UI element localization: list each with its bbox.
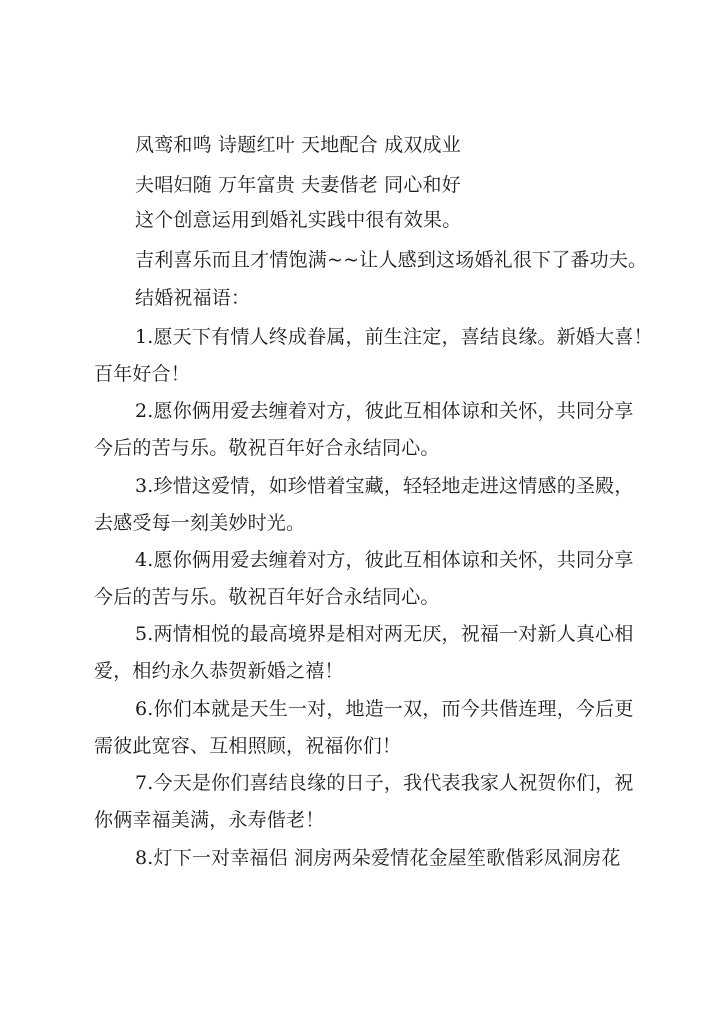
item-3-line-1: 3.珍惜这爱情，如珍惜着宝藏，轻轻地走进这情感的圣殿， [135,475,634,497]
item-1-line-1: 1.愿天下有情人终成眷属，前生注定，喜结良缘。新婚大喜！ [135,326,653,348]
section-heading: 结婚祝福语： [135,287,251,309]
item-2-line-1: 2.愿你俩用爱去缠着对方，彼此互相体谅和关怀，共同分享 [135,400,634,422]
intro-line-4: 吉利喜乐而且才情饱满~~让人感到这场婚礼很下了番功夫。 [135,249,648,271]
item-5-line-2: 爱，相约永久恭贺新婚之禧！ [94,660,344,682]
item-2-line-2: 今后的苦与乐。敬祝百年好合永结同心。 [94,437,440,459]
intro-line-2: 夫唱妇随 万年富贵 夫妻偕老 同心和好 [135,174,461,196]
intro-line-1: 凤鸾和鸣 诗题红叶 天地配合 成双成业 [135,134,461,156]
item-4-line-2: 今后的苦与乐。敬祝百年好合永结同心。 [94,586,440,608]
item-3-line-2: 去感受每一刻美妙时光。 [94,512,306,534]
item-7-line-2: 你俩幸福美满，永寿偕老！ [94,809,325,831]
item-5-line-1: 5.两情相悦的最高境界是相对两无厌，祝福一对新人真心相 [135,623,634,645]
item-6-line-1: 6.你们本就是天生一对，地造一双，而今共偕连理，今后更 [135,698,634,720]
item-8-line-1: 8.灯下一对幸福侣 洞房两朵爱情花金屋笙歌偕彩凤洞房花 [135,847,621,869]
item-7-line-1: 7.今天是你们喜结良缘的日子，我代表我家人祝贺你们，祝 [135,772,634,794]
item-6-line-2: 需彼此宽容、互相照顾，祝福你们！ [94,735,402,757]
item-4-line-1: 4.愿你俩用爱去缠着对方，彼此互相体谅和关怀，共同分享 [135,549,634,571]
intro-line-3: 这个创意运用到婚礼实践中很有效果。 [135,209,462,231]
item-1-line-2: 百年好合！ [94,363,191,385]
